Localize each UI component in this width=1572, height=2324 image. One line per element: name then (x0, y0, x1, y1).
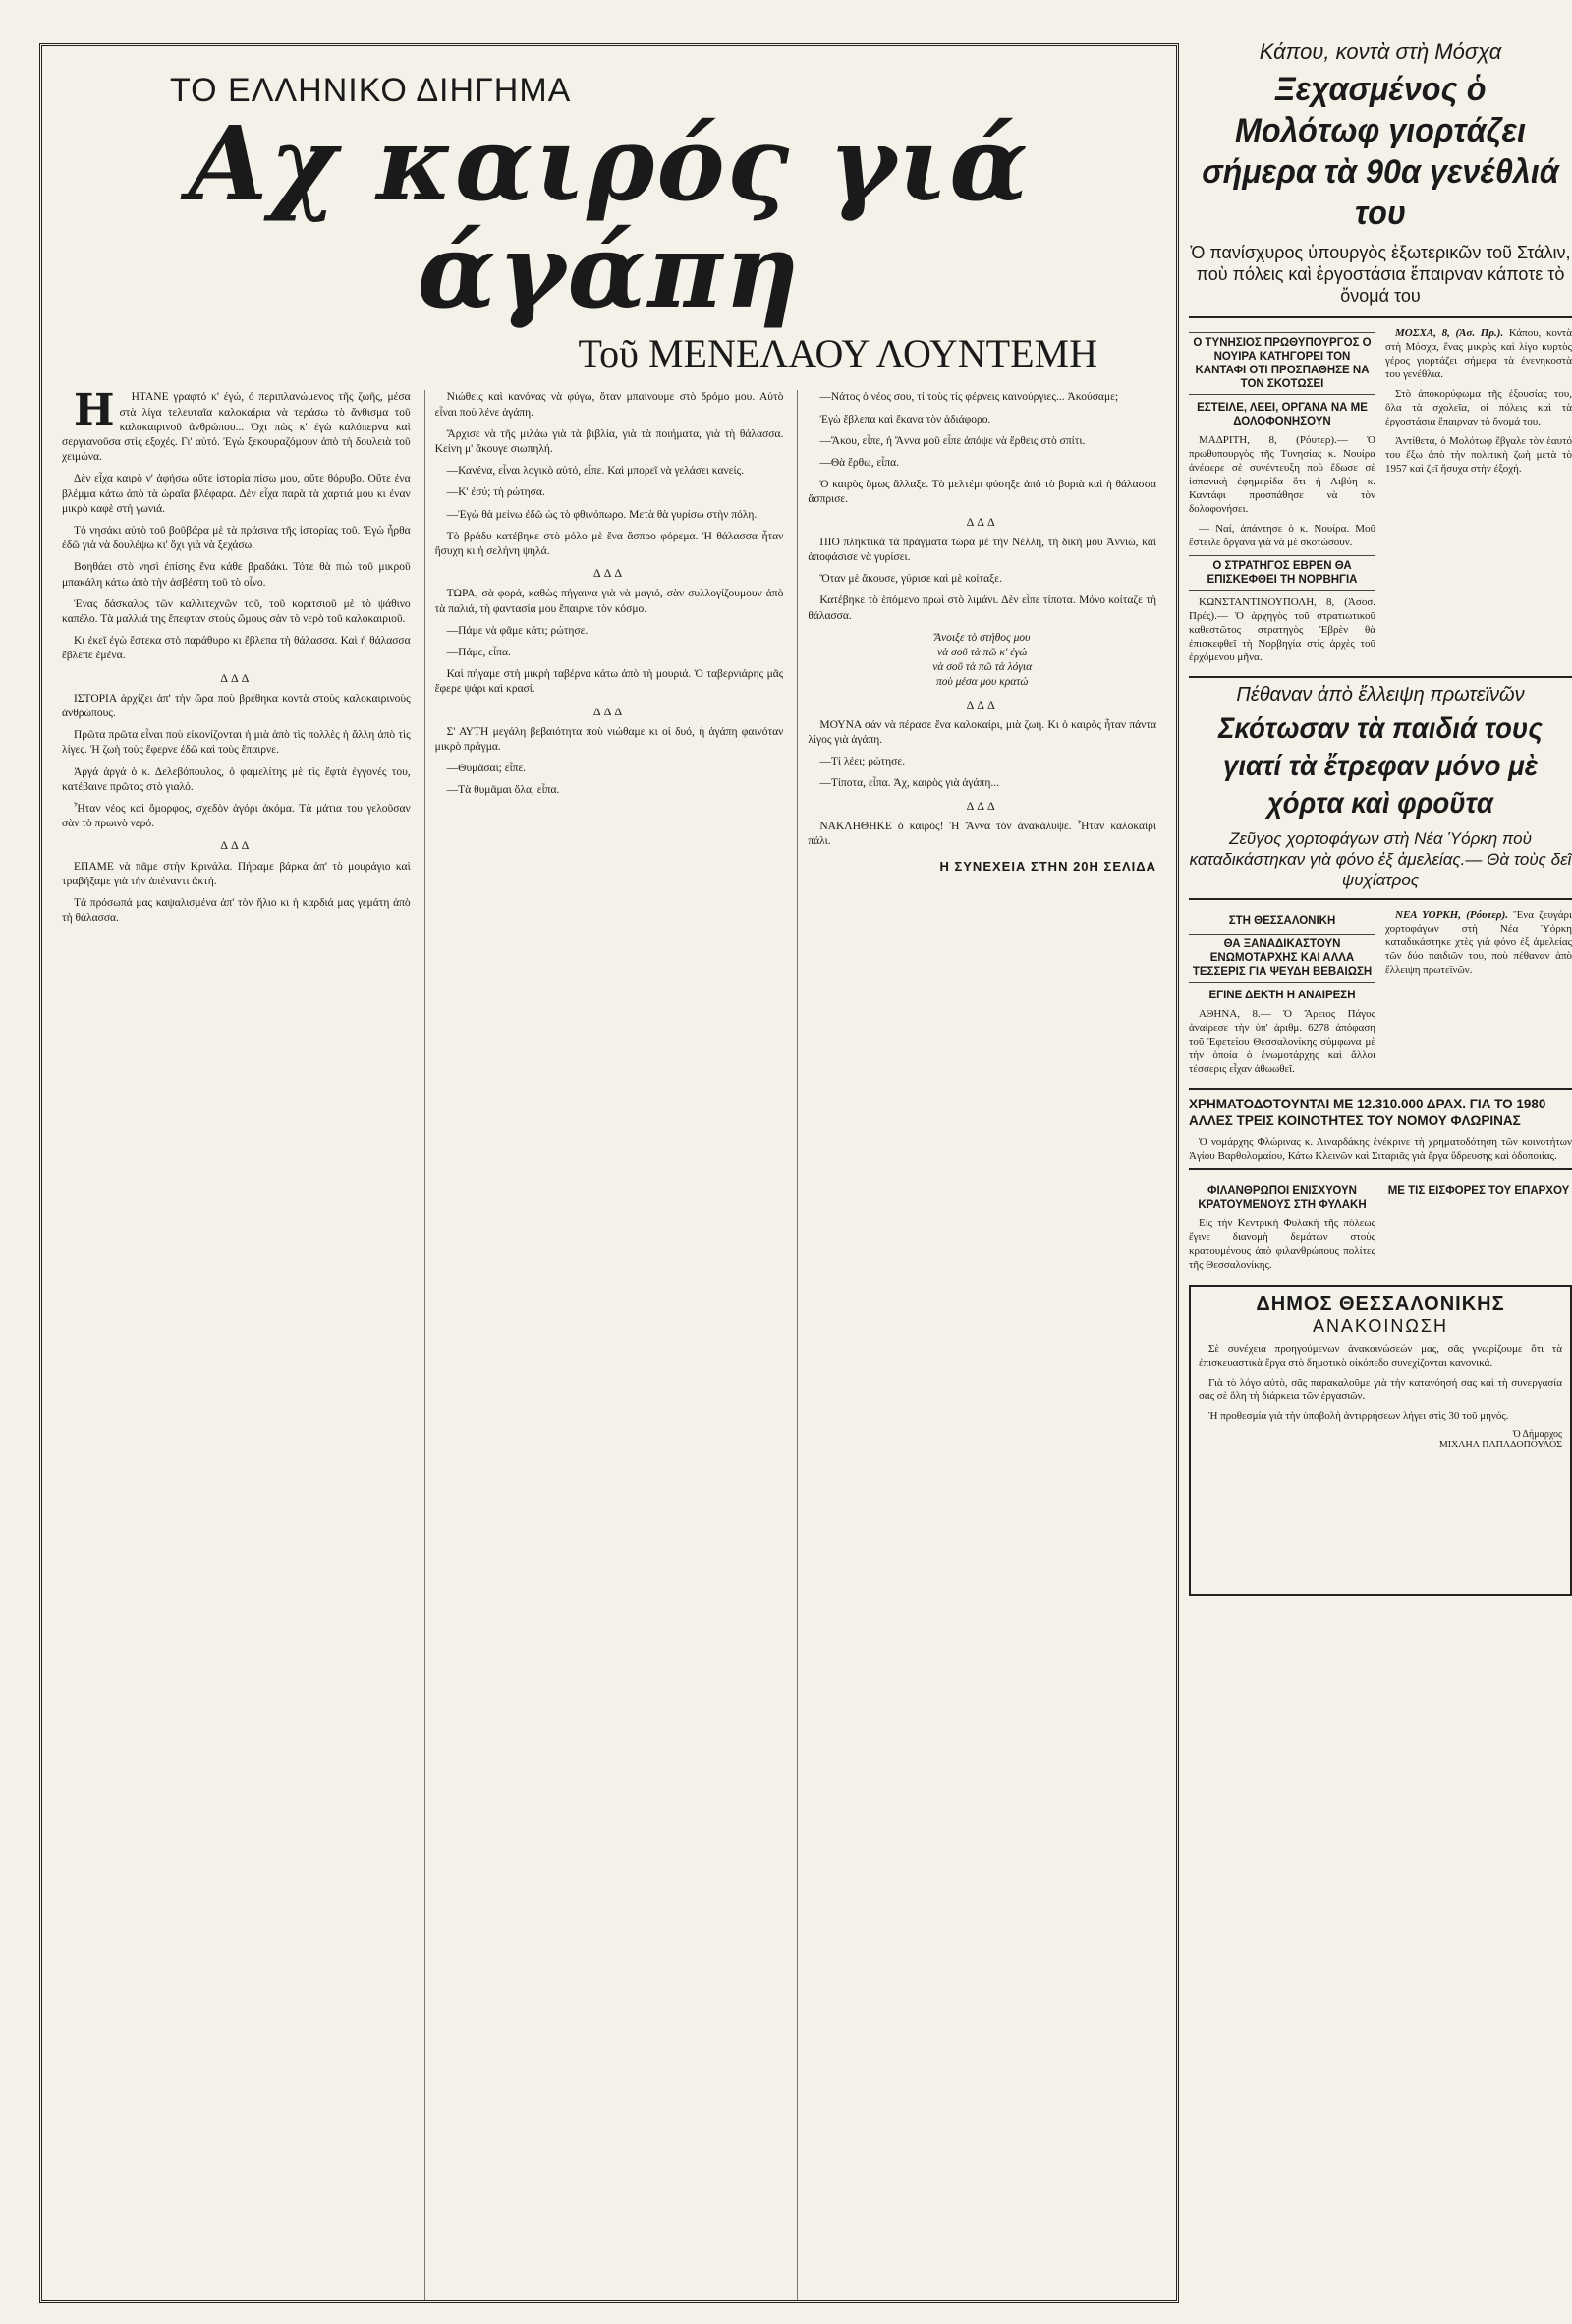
paragraph: Τὸ βράδυ κατέβηκε στὸ μόλο μὲ ἕνα ἄσπρο φόρεμα. Ἡ θάλασσα ἦταν ἥσυχη κι ἡ σελήνη ψηλά. (434, 530, 784, 557)
tunisia-text: — Ναί, ἀπάντησε ὁ κ. Νουίρα. Μοῦ ἔστειλε ὄργανα γιὰ νὰ μὲ σκοτώσουν. (1189, 523, 1376, 548)
notice-text: Σὲ συνέχεια προηγούμενων ἀνακοινώσεών μας, σᾶς γνωρίζουμε ὅτι τὰ ἐπισκευαστικὰ ἔργα στὸ δημοτικὸ οἰκόπεδο συνεχίζονται κανονικά. (1199, 1343, 1562, 1369)
paragraph: ΤΩΡΑ, σὰ φορά, καθὼς πήγαινα γιὰ νὰ μαγιό, σὰν συλλογίζουμουν ἀπὸ τὰ παλιά, τὴ φαντασία μου ἔπαιρνε τὸν κόσμο. (434, 588, 784, 615)
molotov-deck: Ὁ πανίσχυρος ὑπουργὸς ἐξωτερικῶν τοῦ Στάλιν, ποὺ πόλεις καὶ ἐργοστάσια ἔπαιρναν κάποτε τὸ ὄνομά του (1190, 243, 1571, 306)
paragraph: ΙΣΤΟΡΙΑ ἀρχίζει ἀπ' τὴν ὥρα ποὺ βρέθηκα κοντὰ στοὺς καλοκαιρινοὺς ἀνθρώπους. (62, 692, 411, 720)
paragraph: Ὁ καιρὸς ὅμως ἄλλαξε. Τὸ μελτέμι φύσηξε ἀπὸ τὸ βοριὰ καὶ ἡ θάλασσα ἄσπρισε. (808, 479, 1157, 506)
notice-signature: Ὁ Δήμαρχος ΜΙΧΑΗΛ ΠΑΠΑΔΟΠΟΥΛΟΣ (1438, 1429, 1562, 1450)
section-separator: ΔΔΔ (966, 798, 998, 813)
song-verse: Ἄνοιξε τὸ στήθος μου νὰ σοῦ τὰ πῶ κ' ἐγώ νὰ σοῦ τὰ πῶ τὰ λόγια ποὺ μέσα μου κρατώ (932, 631, 1033, 689)
molotov-topline: Κάπου, κοντὰ στὴ Μόσχα (1259, 39, 1502, 64)
story-column-2 (424, 390, 784, 2303)
molotov-text (1385, 326, 1572, 381)
vegan-text (1385, 908, 1572, 977)
story-columns (62, 390, 1156, 2303)
notice-subtitle: ΑΝΑΚΟΙΝΩΣΗ (1312, 1316, 1449, 1335)
paragraph: Ἄρχισε νὰ τῆς μιλάω γιὰ τὰ βιβλία, γιὰ τὰ ποιήματα, γιὰ τὴ θάλασσα. Κείνη μ' ἄκουγε σιωπηλή. (434, 427, 784, 455)
charity-text: Εἰς τὴν Κεντρικὴ Φυλακὴ τῆς πόλεως ἔγινε διανομὴ δεμάτων στοὺς κρατουμένους ἀπὸ φιλανθρώπους πολίτες τῆς Θεσσαλονίκης. (1189, 1218, 1376, 1271)
continued-on-page: Η ΣΥΝΕΧΕΙΑ ΣΤΗΝ 20Η ΣΕΛΙΔΑ (939, 859, 1157, 875)
retrial-text: ΑΘΗΝΑ, 8.— Ὁ Ἄρειος Πάγος ἀναίρεσε τὴν ὑπ' ἀριθμ. 6278 ἀπόφαση τοῦ Ἐφετείου Θεσσαλονίκης σύμφωνα μὲ τὴν ὁποία ὁ ἐνωμοτάρχης καὶ ἄλλοι τέσσερις εἶχαν ἀθωωθεῖ. (1189, 1008, 1376, 1075)
section-separator: ΔΔΔ (220, 670, 253, 685)
section-separator: ΔΔΔ (592, 566, 626, 581)
paragraph (62, 390, 411, 465)
florina-text: Ὁ νομάρχης Φλώρινας κ. Λιναρδάκης ἐνέκρινε τὴ χρηματοδότηση τῶν κοινοτήτων Ἀγίου Βαρθολομαίου, Κάτω Κλεινῶν καὶ Σιταριᾶς γιὰ ἔργα ὕδρευσης καὶ ὁδοποιίας. (1189, 1136, 1572, 1162)
paragraph: Κατέβηκε τὸ ἑπόμενο πρωὶ στὸ λιμάνι. Δὲν εἶπε τίποτα. Μόνο κοίταζε τὴ θάλασσα. (808, 595, 1157, 622)
paragraph: —Τί λέει; ρώτησε. (819, 756, 906, 768)
paragraph: Τὸ νησάκι αὐτὸ τοῦ βοῦβάρα μὲ τὰ πράσινα τῆς ἱστορίας τοῦ. Ἐγὼ ἦρθα ἐδῶ γιὰ νὰ δουλέψω κι' ὄχι γιὰ νὰ ξεχάσω. (62, 525, 411, 552)
paragraph: Ἦταν νέος καὶ ὄμορφος, σχεδὸν ἀγόρι ἀκόμα. Τὰ μάτια του γελοῦσαν σὰν τὸ πρωινὸ νερό. (62, 803, 411, 830)
news-row-3 (1189, 1168, 1572, 1277)
paragraph: —Κανένα, εἶναι λογικὸ αὐτό, εἶπε. Καὶ μπορεῖ νὰ γελάσει κανείς. (446, 465, 745, 478)
paragraph: —Πάμε νὰ φᾶμε κάτι; ρώτησε. (446, 624, 589, 637)
paragraph: ΠΙΟ πληκτικὰ τὰ πράγματα τώρα μὲ τὴν Νέλλη, τὴ δική μου Ἀννιώ, καὶ ἀποφάσισε νὰ γυρίσει. (808, 536, 1157, 563)
evren-headline: Ο ΣΤΡΑΤΗΓΟΣ ΕΒΡΕΝ ΘΑ ΕΠΙΣΚΕΦΘΕΙ ΤΗ ΝΟΡΒΗΓΙΑ (1189, 555, 1376, 591)
paragraph: —Τὰ θυμᾶμαι ὅλα, εἶπα. (446, 784, 560, 797)
story-column-1 (62, 390, 411, 2303)
paragraph: ΜΟΥΝΑ σάν νὰ πέρασε ἕνα καλοκαίρι, μιὰ ζωή. Κι ὁ καιρὸς ἦταν πάντα λίγος γιὰ ἀγάπη. (808, 718, 1157, 747)
charity-headline: ΦΙΛΑΝΘΡΩΠΟΙ ΕΝΙΣΧΥΟΥΝ ΚΡΑΤΟΥΜΕΝΟΥΣ ΣΤΗ ΦΥΛΑΚΗ (1198, 1185, 1367, 1211)
tunisia-subhead: ΕΣΤΕΙΛΕ, ΛΕΕΙ, ΟΡΓΑΝΑ ΝΑ ΜΕ ΔΟΛΟΦΟΝΗΣΟΥΝ (1197, 402, 1368, 427)
evren-text: ΚΩΝΣΤΑΝΤΙΝΟΥΠΟΛΗ, 8, (Ἀσοσ. Πρές).— Ὁ ἀρχηγὸς τοῦ στρατιωτικοῦ καθεστῶτος στρατηγὸς Ἐβρὲν θὰ ἐπισκεφθεῖ τὴ Νορβηγία στὶς ἀρχὲς τοῦ ἐρχόμενου μῆνα. (1189, 596, 1376, 663)
vegan-headline: Σκότωσαν τὰ παιδιά τους γιατί τὰ ἔτρεφαν μόνο μὲ χόρτα καὶ φροῦτα (1218, 712, 1543, 820)
dateline: ΜΟΣΧΑ, 8, (Ἀσ. Πρ.). (1395, 327, 1504, 339)
news-row-2 (1189, 898, 1572, 1082)
charity-headline-cont: ΜΕ ΤΙΣ ΕΙΣΦΟΡΕΣ ΤΟΥ ΕΠΑΡΧΟΥ (1387, 1185, 1570, 1197)
retrial-subhead: ΕΓΙΝΕ ΔΕΚΤΗ Η ΑΝΑΙΡΕΣΗ (1208, 990, 1356, 1001)
news-sidebar (1189, 39, 1572, 2319)
paragraph: —Πάμε, εἶπα. (446, 647, 511, 659)
news-row-1 (1189, 316, 1572, 670)
paragraph: Καὶ πήγαμε στὴ μικρὴ ταβέρνα κάτω ἀπὸ τὴ μουριά. Ὁ ταβερνιάρης μᾶς ἔφερε ψάρι καὶ κρασί. (434, 668, 784, 696)
tunisia-headline: Ο ΤΥΝΗΣΙΟΣ ΠΡΩΘΥΠΟΥΡΓΟΣ Ο ΝΟΥΙΡΑ ΚΑΤΗΓΟΡΕΙ ΤΟΝ ΚΑΝΤΑΦΙ ΟΤΙ ΠΡΟΣΠΑΘΗΣΕ ΝΑ ΤΟΝ ΣΚΟΤΩΣΕΙ (1189, 332, 1376, 395)
paragraph: Νιώθεις καὶ κανόνας νὰ φύγω, ὅταν μπαίνουμε στὸ δρόμο μου. Αὐτὸ εἶναι ποὺ λένε ἀγάπη. (434, 391, 784, 419)
paragraph: Ὅταν μὲ ἄκουσε, γύρισε καὶ μὲ κοίταξε. (819, 573, 1002, 586)
paragraph: —Νάτος ὁ νέος σου, τί τοὺς τίς φέρνεις καινούργιες... Ἀκούσαμε; (819, 391, 1119, 404)
molotov-headline: Ξεχασμένος ὁ Μολότωφ γιορτάζει σήμερα τὰ 90α γενέθλιά του (1202, 71, 1559, 232)
paragraph: —Τίποτα, εἶπα. Ἀχ, καιρὸς γιὰ ἀγάπη... (819, 777, 999, 790)
paragraph: —Κ' ἐσύ; τὴ ρώτησα. (446, 486, 545, 499)
notice-text: Γιὰ τὸ λόγο αὐτὸ, σᾶς παρακαλοῦμε γιὰ τὴν κατανόησή σας καὶ τὴ συνεργασία σας σὲ ὅλη τὴ διάρκεια τῶν ἐργασιῶν. (1199, 1377, 1562, 1402)
paragraph: —Ἐγὼ θὰ μείνω ἐδῶ ὡς τὸ φθινόπωρο. Μετὰ θὰ γυρίσω στὴν πόλη. (446, 508, 758, 521)
paragraph: —Ἄκου, εἶπε, ἡ Ἄννα μοῦ εἶπε ἀπόψε νὰ ἔρθεις στὸ σπίτι. (819, 434, 1086, 447)
paragraph: Ἐγὼ ἔβλεπα καὶ ἔκανα τὸν ἀδιάφορο. (819, 413, 991, 425)
paragraph: Ἐνας δάσκαλος τῶν καλλιτεχνῶν τοῦ, τοῦ κοριτσιοῦ μὲ τὸ ψάθινο καπέλο. Τὰ μαλλιά της ἔπεφταν στοὺς ὤμους σὰν τὸ νερὸ τοῦ καλοκαιριοῦ. (62, 597, 411, 626)
paragraph: Τὰ πρόσωπά μας καψαλισμένα ἀπ' τὸν ἥλιο κι ἡ καρδιά μας γεμάτη ἀπὸ τὴ θάλασσα. (62, 897, 411, 925)
section-separator: ΔΔΔ (966, 514, 998, 529)
news-col-right (1385, 326, 1572, 670)
molotov-text: Στὸ ἀποκορύφωμα τῆς ἐξουσίας του, ὅλα τὰ σχολεῖα, οἱ πόλεις καὶ τὰ ἐργοστάσια ἔπαιρναν τὸ ὄνομά του. (1385, 388, 1572, 427)
section-kicker: ΤΟ ΕΛΛΗΝΙΚΟ ΔΙΗΓΗΜΑ (170, 72, 572, 109)
tunisia-text: ΜΑΔΡΙΤΗ, 8, (Ρόυτερ).— Ὁ πρωθυπουργὸς τῆς Τυνησίας κ. Νουίρα ἀνέφερε σὲ συνέντευξη ποὺ ἔδωσε σὲ ἱσπανικὴ ἐφημερίδα ὅτι ἡ Λιβύη κ. Καντάφι προσπάθησε νὰ τὸν δολοφονήσει. (1189, 434, 1376, 515)
paragraph-text: ΗΤΑΝΕ γραφτό κ' έγώ, ό περιπλανώμενος τῆς ζωῆς, μέσα στὰ λίγα τελευταῖα καλοκαίρια νὰ τεράσω τὸ ἄνθισμα τοῦ καλοκαιρινοῦ ἀνθρώπου... Όχι πὼς κ' ἐγὼ καλόπερνα καὶ σεργιανοῦσα στὶς εξοχές. Γι' αὐτό. Ἐγὼ ξεκουραζόμουν ἀπὸ τὴ δουλειὰ τοῦ χειμώνα. (62, 391, 411, 464)
notice-title: ΔΗΜΟΣ ΘΕΣΣΑΛΟΝΙΚΗΣ (1256, 1293, 1505, 1315)
paragraph: ΝΑΚΛΗΘΗΚΕ ὁ καιρὸς! Ἡ Ἄννα τὸν ἀνακάλυψε. Ἦταν καλοκαίρι πάλι. (808, 820, 1157, 848)
retrial-headline: ΘΑ ΞΑΝΑΔΙΚΑΣΤΟΥΝ ΕΝΩΜΟΤΑΡΧΗΣ ΚΑΙ ΑΛΛΑ ΤΕΣΣΕΡΙΣ ΓΙΑ ΨΕΥΔΗ ΒΕΒΑΙΩΣΗ (1189, 934, 1376, 983)
florina-headline: ΧΡΗΜΑΤΟΔΟΤΟΥΝΤΑΙ ΜΕ 12.310.000 ΔΡΑΧ. ΓΙΑ ΤΟ 1980 ΑΛΛΕΣ ΤΡΕΙΣ ΚΟΙΝΟΤΗΤΕΣ ΤΟΥ ΝΟΜΟΥ ΦΛΩΡΙΝΑΣ (1189, 1088, 1572, 1129)
paragraph: Ἀργά ἀργά ὁ κ. Δελεβόπουλος, ὁ φαμελίτης μὲ τὶς ἔφτὰ ἐγγονές του, κατέβαινε πρῶτος στὸ γιαλό. (62, 765, 411, 793)
paragraph: —Θυμᾶσαι; εἶπε. (446, 763, 527, 775)
short-story-article (39, 43, 1179, 2303)
section-separator: ΔΔΔ (220, 838, 253, 853)
paragraph: —Θὰ ἔρθω, εἶπα. (819, 456, 900, 469)
vegan-deck: Ζεῦγος χορτοφάγων στὴ Νέα Ὑόρκη ποὺ καταδικάστηκαν γιὰ φόνο ἐξ ἀμελείας.— Θὰ τοὺς δεῖ ψυχίατρος (1189, 829, 1572, 889)
story-byline: Τοῦ ΜΕΝΕΛΑΟΥ ΛΟΥΝΤΕΜΗ (578, 331, 1097, 376)
molotov-text-body: Κάπου, κοντὰ στὴ Μόσχα, ἕνας μικρὸς καὶ λίγο κυρτὸς γέρος γιορτάζει σήμερα τὰ ἐνενηκοστὰ του γενέθλια. (1385, 327, 1572, 380)
molotov-text: Ἀντίθετα, ὁ Μολότωφ ἔβγαλε τὸν ἑαυτό του ἔξω ἀπὸ τὴν πολιτικὴ ζωὴ μετὰ τὸ 1957 καὶ ζεῖ ἥσυχα στὴν ἐξοχή. (1385, 435, 1572, 475)
dateline: ΝΕΑ ΥΟΡΚΗ, (Ρόυτερ). (1395, 909, 1508, 921)
story-headline: Αχ καιρός γιά άγάπη (188, 103, 1031, 332)
news-col-right (1385, 1178, 1572, 1277)
section-separator: ΔΔΔ (966, 697, 998, 711)
notice-text: Ἡ προθεσμία γιὰ τὴν ὑποβολὴ ἀντιρρήσεων λήγει στὶς 30 τοῦ μηνός. (1208, 1410, 1509, 1422)
drop-cap: Η (74, 390, 115, 436)
paragraph: Δὲν εἶχα καιρὸ ν' ἀφήσω οὔτε ἱστορία πίσω μου, οὔτε θόρυβο. Οὔτε ἐνα βλέμμα κάτω ἀπὸ τὰ ὡραῖα βλέφαρα. Δὲν εἶχα παρὰ τὰ χαρτιά μου κι ἐναν μικρὸ καφὲ στὴ γωνιά. (62, 473, 411, 515)
section-separator: ΔΔΔ (592, 704, 626, 718)
paragraph: Κι ἐκεῖ ἐγὼ ἔστεκα στὸ παράθυρο κι ἔβλεπα τὴ θάλασσα. Καὶ ἡ θάλασσα ἔβλεπε ἐμένα. (62, 635, 411, 662)
news-col-left (1189, 1178, 1376, 1277)
news-col-left (1189, 908, 1376, 1082)
news-col-left (1189, 326, 1376, 670)
paragraph: Σ' ΑΥΤΗ μεγάλη βεβαιότητα ποὺ νιώθαμε κι οἱ δυό, ἡ ἀγάπη φαινόταν μικρὸ πράγμα. (434, 725, 784, 754)
paragraph: Πρῶτα πρῶτα εἶναι ποὺ εἰκονίζονται ἡ μιὰ ἀπὸ τὶς πολλὲς ἡ ἄλλη ἀπὸ τὶς λίγες. Ἡ ζωὴ τοὺς ἔφερνε ἐδῶ καὶ τοὺς ἔπαιρνε. (62, 729, 411, 757)
paragraph: Βοηθάει στὸ νησὶ ἐπίσης ἕνα κάθε βραδάκι. Τότε θὰ πιὼ τοῦ μικροῦ μπακάλη κάτω ἀπὸ τὴν ἀσβέστη τοῦ τὸ οἶνο. (62, 561, 411, 589)
vegan-text-body: Ἕνα ζευγάρι χορτοφάγων στὴ Νέα Ὑόρκη καταδικάστηκε χτὲς γιὰ φόνο ἐξ ἀμελείας τῶν δύο παιδιῶν του, ποὺ πέθαναν ἀπὸ ἔλλειψη πρωτεϊνῶν. (1385, 909, 1572, 976)
story-column-3 (797, 390, 1156, 2303)
news-col-right (1385, 908, 1572, 1082)
vegan-pretitle: Πέθαναν ἀπὸ ἔλλειψη πρωτεϊνῶν (1189, 676, 1572, 707)
municipality-notice (1189, 1285, 1572, 1596)
thessaloniki-label: ΣΤΗ ΘΕΣΣΑΛΟΝΙΚΗ (1228, 915, 1336, 927)
paragraph: ΕΠΑΜΕ νὰ πᾶμε στὴν Κρινάλα. Πήραμε βάρκα ἀπ' τὸ μουράγιο καὶ τραβήξαμε γιὰ τὴν ἀπέναντι ἀκτή. (62, 860, 411, 887)
